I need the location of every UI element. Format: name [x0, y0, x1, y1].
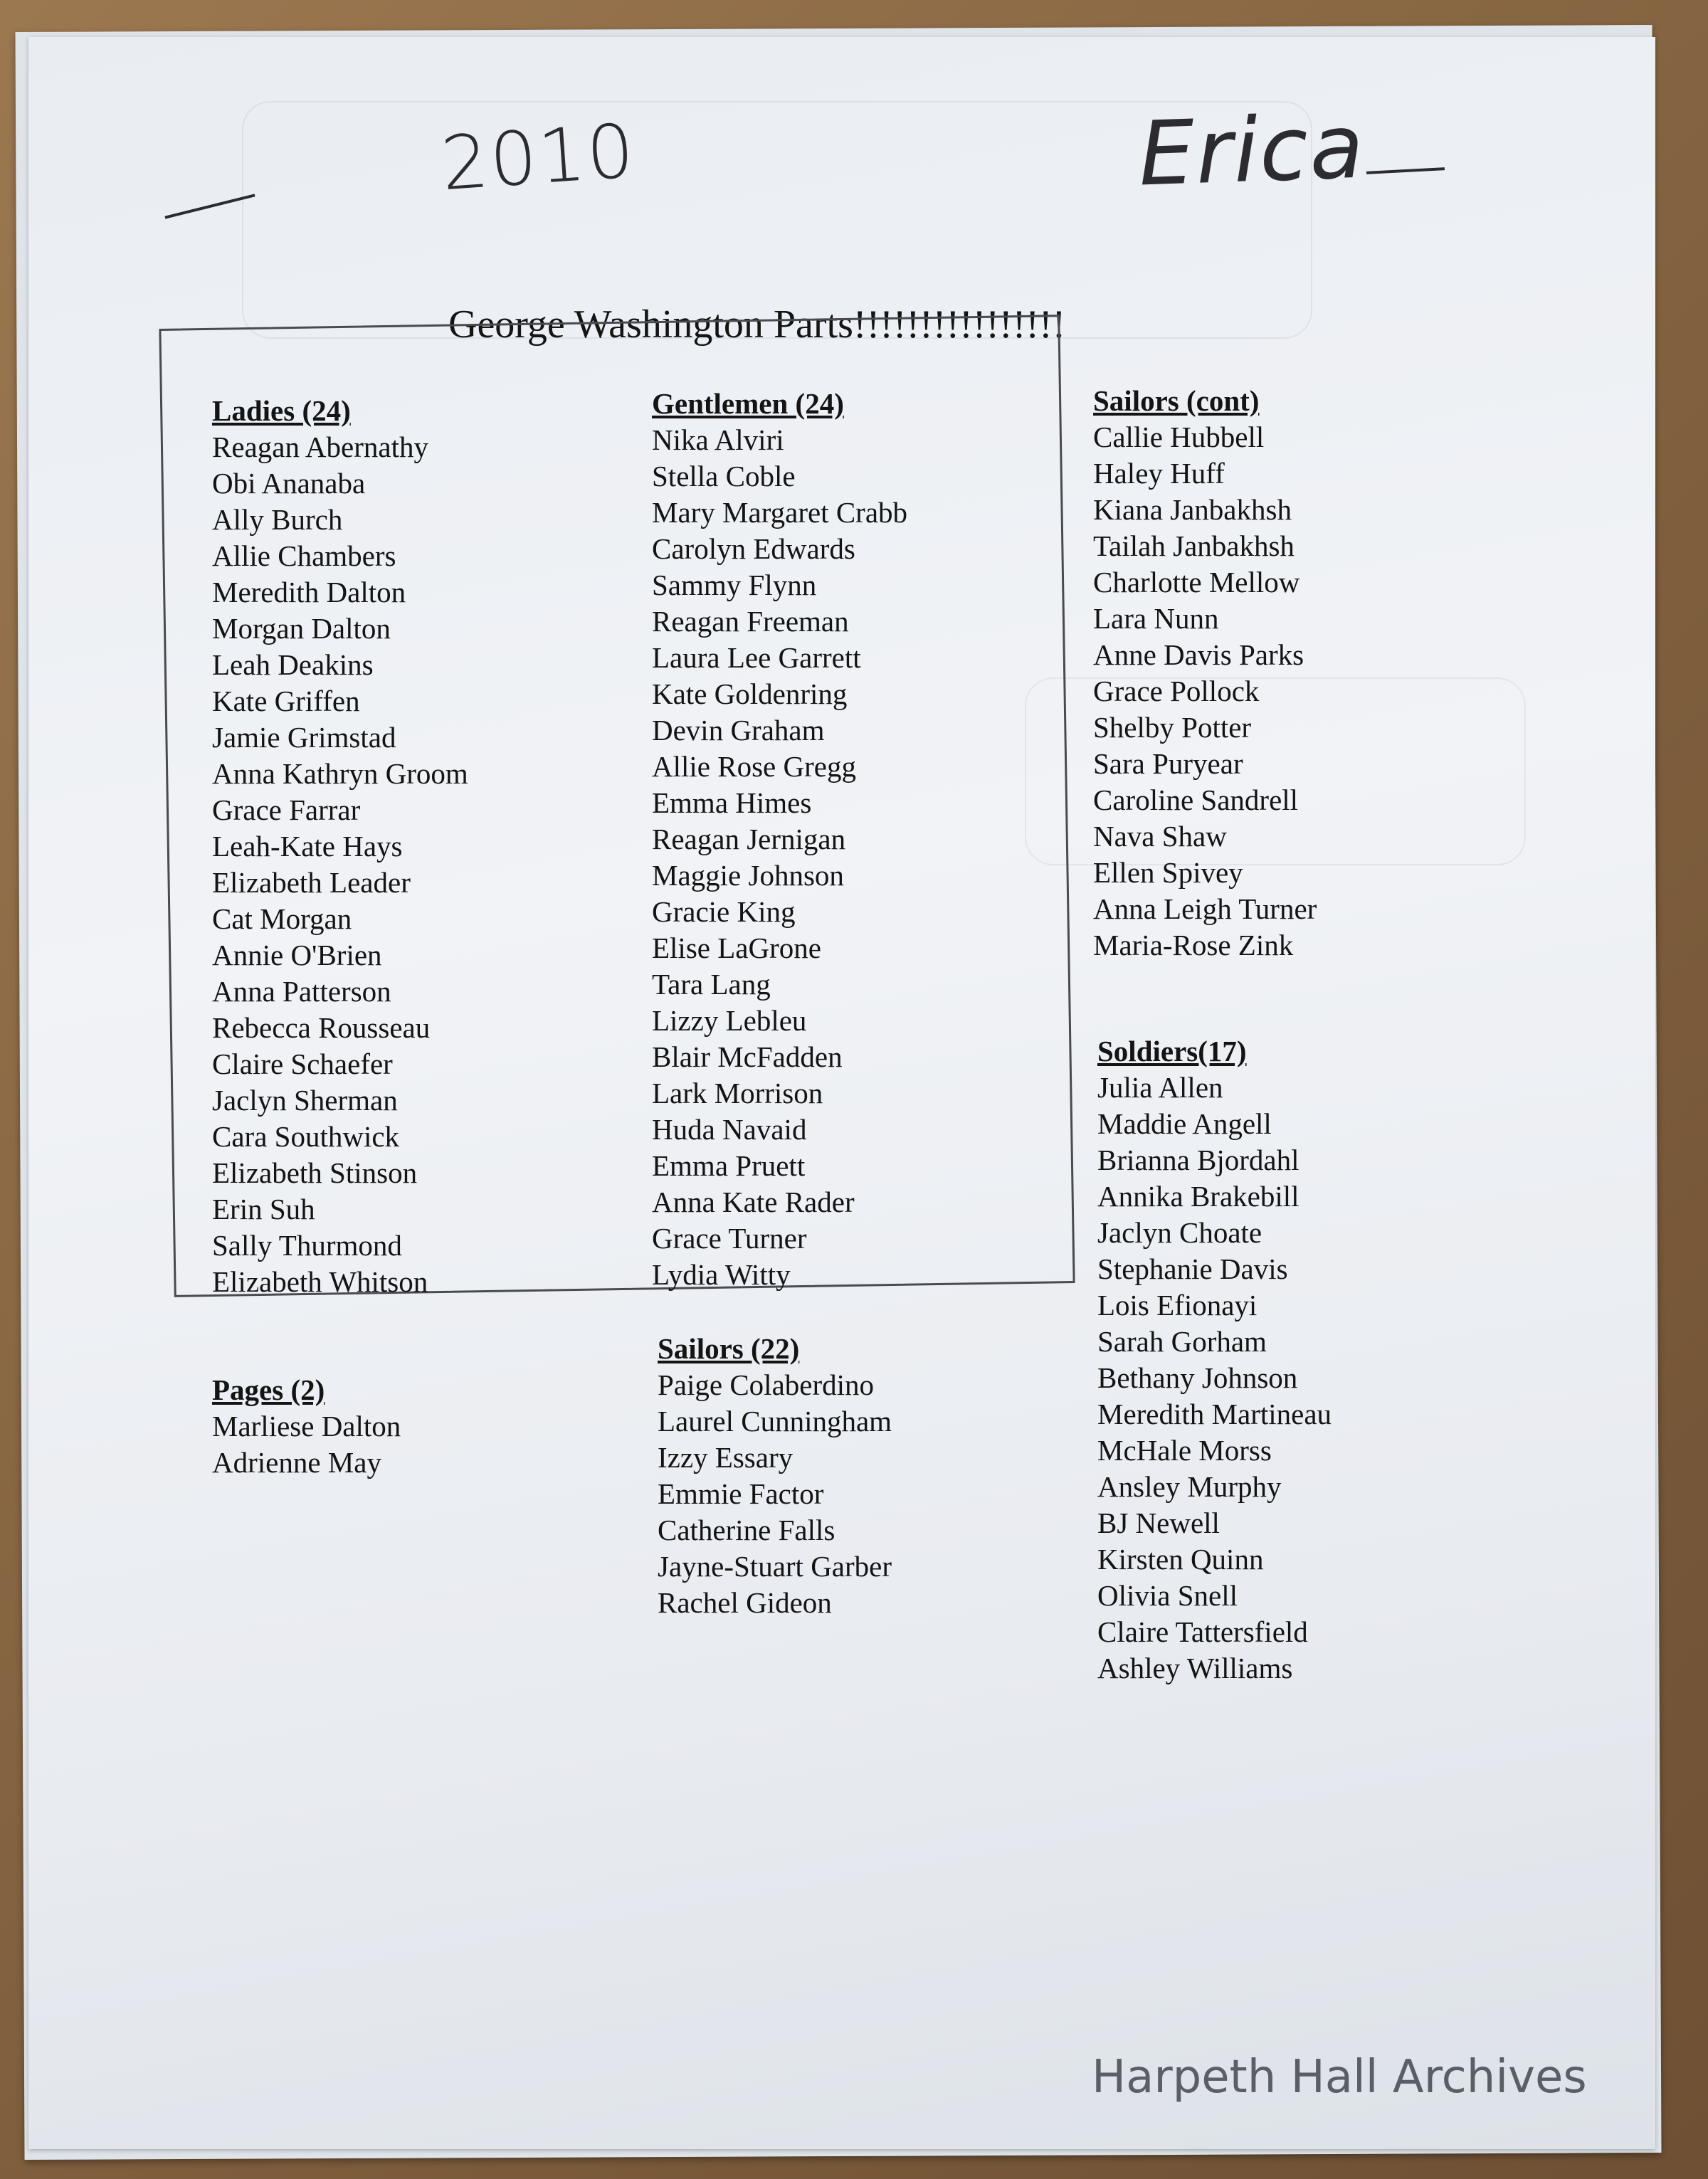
name-entry: Maria-Rose Zink [1093, 929, 1294, 961]
name-entry: Grace Pollock [1093, 675, 1260, 707]
name-entry: Adrienne May [212, 1446, 381, 1479]
handwritten-name: Erica [1137, 95, 1367, 206]
section-heading: Ladies (24) [212, 394, 351, 427]
name-entry: Maddie Angell [1097, 1107, 1272, 1140]
name-entry: Marliese Dalton [212, 1410, 401, 1442]
name-entry: Maggie Johnson [652, 859, 844, 892]
section-heading: Pages (2) [212, 1373, 325, 1406]
name-entry: Elizabeth Whitson [212, 1265, 428, 1298]
name-entry: Shelby Potter [1093, 711, 1252, 744]
name-entry: Cara Southwick [212, 1120, 400, 1153]
name-entry: Rebecca Rousseau [212, 1011, 431, 1044]
name-entry: Julia Allen [1097, 1071, 1223, 1104]
name-entry: Gracie King [652, 895, 796, 928]
name-entry: Laura Lee Garrett [652, 641, 861, 674]
name-entry: Huda Navaid [652, 1113, 807, 1146]
name-entry: Carolyn Edwards [652, 532, 855, 565]
name-entry: Stephanie Davis [1097, 1252, 1288, 1285]
name-list [1097, 1070, 1332, 1687]
name-entry: Lark Morrison [652, 1077, 823, 1109]
name-entry: Obi Ananaba [212, 467, 366, 500]
name-entry: BJ Newell [1097, 1507, 1220, 1539]
name-entry: Emmie Factor [658, 1477, 824, 1510]
name-entry: Allie Rose Gregg [652, 750, 856, 783]
archive-watermark: Harpeth Hall Archives [1092, 2051, 1587, 2104]
name-entry: Anne Davis Parks [1093, 638, 1304, 671]
name-entry: Catherine Falls [658, 1514, 835, 1546]
name-entry: Rachel Gideon [658, 1586, 832, 1619]
name-entry: Jaclyn Sherman [212, 1084, 398, 1117]
name-entry: Elise LaGrone [652, 932, 821, 964]
name-entry: Izzy Essary [658, 1441, 794, 1474]
name-list [658, 1367, 892, 1621]
name-entry: Olivia Snell [1097, 1579, 1238, 1612]
name-entry: Meredith Dalton [212, 576, 406, 608]
name-entry: Elizabeth Leader [212, 866, 411, 899]
name-list [212, 1408, 401, 1481]
name-entry: Morgan Dalton [212, 612, 391, 645]
name-entry: Bethany Johnson [1097, 1361, 1298, 1394]
name-entry: Emma Pruett [652, 1149, 806, 1182]
name-entry: Leah-Kate Hays [212, 830, 403, 862]
section-ladies [212, 393, 468, 1300]
section-heading: Sailors (22) [658, 1332, 800, 1365]
name-entry: Sally Thurmond [212, 1229, 402, 1262]
name-entry: Sara Puryear [1093, 747, 1243, 780]
name-entry: Cat Morgan [212, 902, 352, 935]
name-entry: Kirsten Quinn [1097, 1543, 1264, 1576]
name-list [652, 422, 907, 1293]
page-title: George Washington Parts!!!!!!!!!!!!!!!! [448, 302, 1066, 347]
name-entry: Reagan Jernigan [652, 823, 846, 855]
name-entry: Annie O'Brien [212, 939, 382, 971]
name-entry: Ally Burch [212, 503, 343, 536]
name-entry: Ansley Murphy [1097, 1470, 1282, 1503]
name-entry: Anna Kate Rader [652, 1186, 855, 1218]
name-list [1093, 419, 1317, 964]
name-entry: Nava Shaw [1093, 820, 1227, 853]
name-entry: Lizzy Lebleu [652, 1004, 807, 1037]
name-entry: Blair McFadden [652, 1040, 843, 1073]
name-entry: Lydia Witty [652, 1258, 791, 1291]
name-entry: Caroline Sandrell [1093, 784, 1299, 816]
name-entry: Callie Hubbell [1093, 421, 1265, 453]
name-entry: Claire Tattersfield [1097, 1615, 1308, 1648]
name-entry: Lara Nunn [1093, 602, 1219, 635]
document-page [28, 37, 1655, 2149]
name-entry: Reagan Abernathy [212, 431, 428, 463]
name-entry: Allie Chambers [212, 539, 396, 572]
name-entry: Devin Graham [652, 714, 825, 746]
name-entry: Anna Patterson [212, 975, 391, 1008]
name-entry: Mary Margaret Crabb [652, 496, 908, 529]
name-entry: Leah Deakins [212, 648, 374, 681]
name-entry: Claire Schaefer [212, 1048, 393, 1080]
name-list [212, 429, 468, 1300]
name-entry: Jayne-Stuart Garber [658, 1550, 892, 1583]
name-entry: Erin Suh [212, 1193, 315, 1225]
section-pages [212, 1372, 401, 1481]
name-entry: Jamie Grimstad [212, 721, 396, 754]
name-entry: Kate Goldenring [652, 677, 848, 710]
handwritten-year: 2010 [438, 107, 638, 208]
section-soldiers [1097, 1033, 1332, 1687]
handwritten-name-stroke [1366, 167, 1445, 174]
section-heading: Sailors (cont) [1093, 384, 1260, 417]
name-entry: Anna Kathryn Groom [212, 757, 468, 790]
name-entry: Tara Lang [652, 968, 771, 1001]
name-entry: Sammy Flynn [652, 569, 817, 601]
name-entry: Anna Leigh Turner [1093, 892, 1317, 925]
name-entry: Stella Coble [652, 460, 796, 492]
section-sailors-cont [1093, 383, 1317, 964]
name-entry: Emma Himes [652, 786, 812, 819]
name-entry: Sarah Gorham [1097, 1325, 1267, 1358]
name-entry: Lois Efionayi [1097, 1289, 1258, 1321]
name-entry: Laurel Cunningham [658, 1405, 892, 1437]
name-entry: Grace Farrar [212, 793, 361, 826]
name-entry: Jaclyn Choate [1097, 1216, 1262, 1249]
name-entry: Kate Griffen [212, 685, 360, 717]
name-entry: Elizabeth Stinson [212, 1156, 418, 1189]
name-entry: Tailah Janbakhsh [1093, 529, 1295, 562]
name-entry: Reagan Freeman [652, 605, 849, 638]
section-gentlemen [652, 386, 907, 1293]
name-entry: Haley Huff [1093, 457, 1225, 490]
name-entry: Grace Turner [652, 1222, 807, 1255]
name-entry: Kiana Janbakhsh [1093, 493, 1292, 526]
section-heading: Gentlemen (24) [652, 387, 844, 420]
section-sailors [658, 1331, 892, 1621]
name-entry: Charlotte Mellow [1093, 566, 1300, 598]
name-entry: Brianna Bjordahl [1097, 1144, 1300, 1176]
name-entry: Nika Alviri [652, 423, 784, 456]
name-entry: Annika Brakebill [1097, 1180, 1300, 1213]
name-entry: Paige Colaberdino [658, 1368, 875, 1401]
name-entry: Meredith Martineau [1097, 1398, 1332, 1430]
name-entry: Ellen Spivey [1093, 856, 1243, 889]
section-heading: Soldiers(17) [1097, 1035, 1247, 1067]
name-entry: Ashley Williams [1097, 1652, 1293, 1684]
name-entry: McHale Morss [1097, 1434, 1272, 1467]
